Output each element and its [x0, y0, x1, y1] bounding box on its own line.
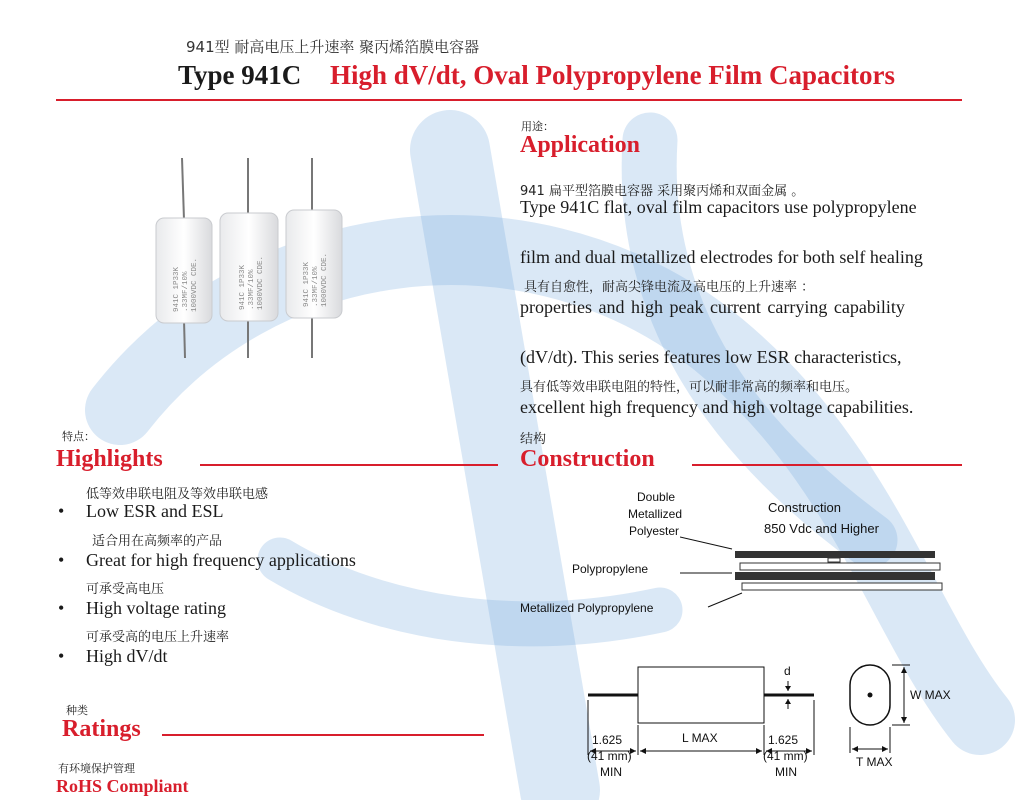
- highlight-cn-1: 低等效串联电阻及等效串联电感: [86, 487, 269, 502]
- application-heading: Application: [520, 132, 641, 158]
- label-polyester: Polyester: [629, 524, 680, 538]
- highlight-item-2: Great for high frequency applications: [86, 550, 356, 570]
- application-line-5: properties and high peak current carrying capability: [520, 297, 905, 317]
- header-cn-title: 941型 耐高电压上升速率 聚丙烯箔膜电容器: [186, 38, 480, 56]
- header-type: Type 941C: [178, 60, 302, 90]
- dim-w-max: W MAX: [910, 688, 951, 702]
- highlight-bullet-4: •: [58, 646, 65, 666]
- label-voltage: 850 Vdc and Higher: [764, 521, 879, 536]
- application-cn-label: 用途：: [521, 120, 554, 133]
- rohs-compliant: RoHS Compliant: [56, 776, 189, 796]
- ratings-heading: Ratings: [62, 716, 141, 742]
- ratings-cn-label: 种类: [66, 704, 88, 717]
- label-metallized-pp: Metallized Polypropylene: [520, 601, 654, 615]
- cap3-line2: .33MF/10%: [312, 266, 320, 307]
- cap1-line2: .33MF/10%: [182, 271, 190, 312]
- dim-lead-right-2: (41 mm): [763, 749, 808, 763]
- dim-lead-left-1: 1.625: [592, 733, 623, 747]
- dim-l-max: L MAX: [682, 731, 718, 745]
- cap3-line3: 1000VDC CDE.: [321, 252, 329, 307]
- cap2-line3: 1000VDC CDE.: [257, 255, 265, 310]
- cap1-line3: 1000VDC CDE.: [191, 257, 199, 312]
- highlight-item-4: High dV/dt: [86, 646, 168, 666]
- cap2-line2: .33MF/10%: [248, 269, 256, 310]
- rohs-cn: 有环境保护管理: [58, 762, 135, 775]
- ratings-rule: [162, 734, 484, 736]
- label-polypropylene: Polypropylene: [572, 562, 649, 576]
- application-line-7: 具有低等效串联电阻的特性，可以耐非常高的频率和电压。: [520, 380, 859, 395]
- cap1-line1: 941C 1P33K: [173, 266, 181, 312]
- highlight-bullet-1: •: [58, 501, 65, 521]
- highlights-heading: Highlights: [56, 446, 163, 472]
- highlights-rule: [200, 464, 498, 466]
- highlight-bullet-3: •: [58, 598, 65, 618]
- product-photo: [140, 150, 360, 365]
- cap3-line1: 941C 1P33K: [303, 261, 311, 307]
- header-title: High dV/dt, Oval Polypropylene Film Capacitors: [330, 60, 896, 90]
- highlight-item-1: Low ESR and ESL: [86, 501, 224, 521]
- application-line-2: Type 941C flat, oval film capacitors use polypropylene: [520, 197, 917, 217]
- application-line-4: 具有自愈性，耐高尖锋电流及高电压的上升速率 ：: [524, 280, 815, 295]
- highlight-cn-3: 可承受高电压: [86, 582, 165, 597]
- dim-lead-left-3: MIN: [600, 765, 622, 779]
- application-line-8: excellent high frequency and high voltage capabilities.: [520, 397, 914, 417]
- construction-rule: [692, 464, 962, 466]
- application-line-6: (dV/dt). This series features low ESR characteristics,: [520, 347, 902, 367]
- dim-d: d: [784, 664, 791, 678]
- label-metallized: Metallized: [628, 507, 683, 521]
- cap2-line1: 941C 1P33K: [239, 264, 247, 310]
- highlight-cn-2: 适合用在高频率的产品: [92, 534, 223, 549]
- dim-t-max: T MAX: [856, 755, 893, 769]
- label-construction-title: Construction: [768, 500, 841, 515]
- highlight-item-3: High voltage rating: [86, 598, 226, 618]
- construction-heading: Construction: [520, 446, 655, 472]
- header-rule: [56, 99, 962, 101]
- dim-lead-right-3: MIN: [775, 765, 797, 779]
- highlight-bullet-2: •: [58, 550, 65, 570]
- dim-lead-left-2: (41 mm): [587, 749, 632, 763]
- dim-lead-right-1: 1.625: [768, 733, 799, 747]
- construction-cn-label: 结构: [520, 432, 547, 447]
- application-line-3: film and dual metallized electrodes for both self healing: [520, 247, 923, 267]
- layer-diagram: [680, 535, 950, 615]
- application-line-1: 941 扁平型箔膜电容器 采用聚丙烯和双面金属 。: [520, 184, 805, 199]
- highlight-cn-4: 可承受高的电压上升速率: [86, 630, 230, 645]
- highlights-cn-label: 特点：: [62, 430, 95, 443]
- label-double: Double: [637, 490, 676, 504]
